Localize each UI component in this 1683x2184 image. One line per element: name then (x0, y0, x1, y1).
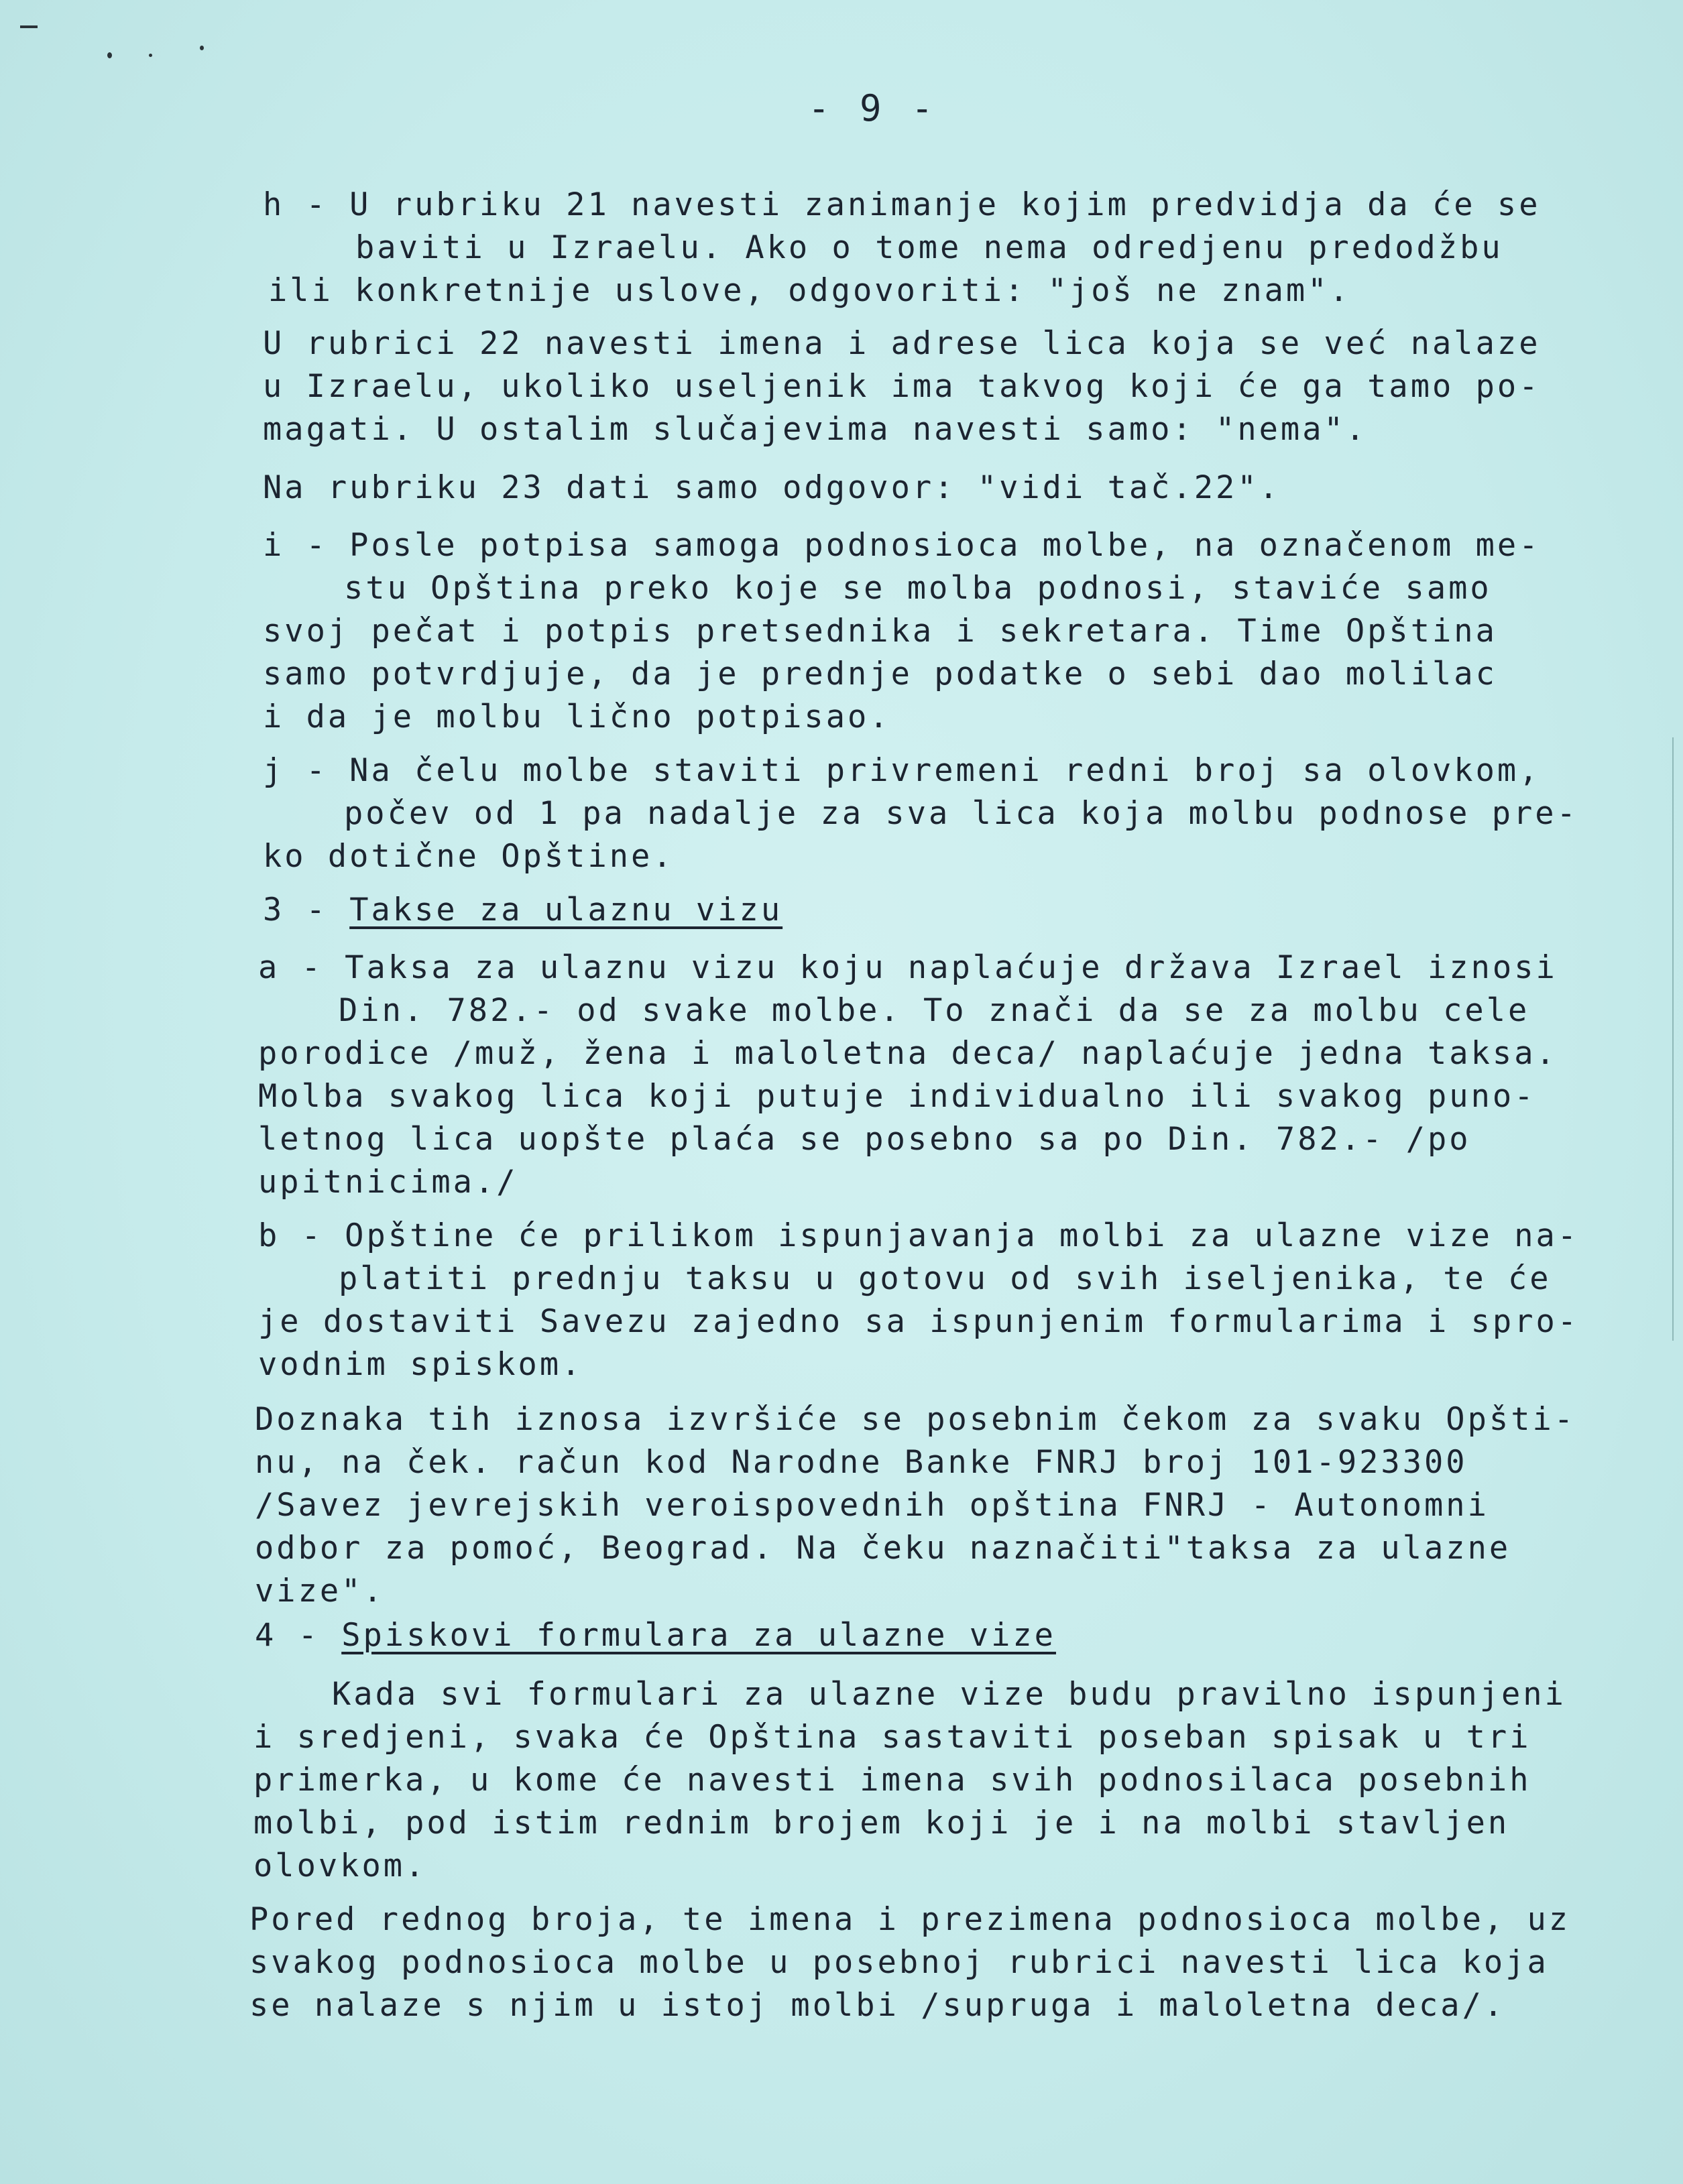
item-i-line: samo potvrdjuje, da je prednje podatke o sebi dao molilac (263, 656, 1497, 692)
order-line: svakog podnosioca molbe u posebnoj rubrici navesti lica koja (249, 1944, 1549, 1981)
item-b-line: je dostaviti Savezu zajedno sa ispunjenim formularima i spro- (258, 1303, 1580, 1340)
item-b-line: b - Opštine će prilikom ispunjavanja molbi za ulazne vize na- (258, 1217, 1580, 1254)
item-a-line: Din. 782.- od svake molbe. To znači da se za molbu cele (339, 992, 1530, 1029)
scan-speck (200, 46, 204, 50)
lists-line: Kada svi formulari za ulazne vize budu pravilno ispunjeni (332, 1676, 1566, 1713)
item-a-line: upitnicima./ (258, 1164, 518, 1201)
section-number: 4 - (255, 1617, 342, 1654)
item-a-line: letnog lica uopšte plaća se posebno sa po Din. 782.- /po (258, 1121, 1471, 1158)
rubric23-line: Na rubriku 23 dati samo odgovor: "vidi tač.22". (263, 469, 1281, 506)
item-h-line: ili konkretnije uslove, odgovoriti: "još ne znam". (268, 272, 1351, 309)
remittance-line: nu, na ček. račun kod Narodne Banke FNRJ broj 101-923300 (255, 1444, 1468, 1481)
item-i-line: svoj pečat i potpis pretsednika i sekretara. Time Opština (263, 613, 1497, 650)
section-title: Takse za ulaznu vizu (349, 892, 783, 928)
section-4-heading (255, 1617, 1056, 1654)
scan-speck (149, 54, 152, 57)
item-a-line: a - Taksa za ulaznu vizu koju naplaćuje država Izrael iznosi (258, 949, 1558, 986)
remittance-line: vize". (255, 1573, 385, 1610)
lists-line: primerka, u kome će navesti imena svih podnosilaca posebnih (253, 1762, 1531, 1799)
scan-speck (107, 52, 112, 58)
item-j-line: počev od 1 pa nadalje za sva lica koja molbu podnose pre- (344, 795, 1578, 832)
order-line: se nalaze s njim u istoj molbi /supruga i maloletna deca/. (249, 1987, 1506, 2024)
section-number: 3 - (263, 892, 350, 928)
item-i-line: i - Posle potpisa samoga podnosioca molbe, na označenom me- (263, 527, 1541, 564)
page-number: - 9 - (808, 87, 937, 129)
item-a-line: porodice /muž, žena i maloletna deca/ naplaćuje jedna taksa. (258, 1035, 1558, 1072)
item-b-line: platiti prednju taksu u gotovu od svih iseljenika, te će (339, 1260, 1552, 1297)
scan-edge-line (1672, 737, 1674, 1341)
remittance-line: Doznaka tih iznosa izvršiće se posebnim čekom za svaku Opšti- (255, 1401, 1576, 1438)
item-a-line: Molba svakog lica koji putuje individualno ili svakog puno- (258, 1078, 1536, 1115)
item-j-line: ko dotične Opštine. (263, 838, 675, 875)
lists-line: molbi, pod istim rednim brojem koji je i na molbi stavljen (253, 1805, 1510, 1841)
item-h-line: baviti u Izraelu. Ako o tome nema odredjenu predodžbu (355, 229, 1503, 266)
item-i-line: i da je molbu lično potpisao. (263, 699, 891, 735)
item-b-line: vodnim spiskom. (258, 1346, 583, 1383)
lists-line: olovkom. (253, 1847, 427, 1884)
rubric22-line: u Izraelu, ukoliko useljenik ima takvog koji će ga tamo po- (263, 368, 1541, 405)
rubric22-line: magati. U ostalim slučajevima navesti samo: "nema". (263, 411, 1368, 448)
order-line: Pored rednog broja, te imena i prezimena podnosioca molbe, uz (249, 1901, 1571, 1938)
remittance-line: odbor za pomoć, Beograd. Na čeku naznačiti"taksa za ulazne (255, 1530, 1511, 1567)
item-j-line: j - Na čelu molbe staviti privremeni redni broj sa olovkom, (263, 752, 1541, 789)
item-h-line: h - U rubriku 21 navesti zanimanje kojim predvidja da će se (263, 186, 1541, 223)
remittance-line: /Savez jevrejskih veroispovednih opština FNRJ - Autonomni (255, 1487, 1489, 1524)
item-i-line: stu Opština preko koje se molba podnosi, staviće samo (344, 570, 1492, 607)
rubric22-line: U rubrici 22 navesti imena i adrese lica koja se već nalaze (263, 325, 1541, 362)
scan-mark (20, 25, 38, 28)
lists-line: i sredjeni, svaka će Opština sastaviti poseban spisak u tri (253, 1719, 1531, 1756)
section-title: Spiskovi formulara za ulazne vize (341, 1617, 1056, 1654)
section-3-heading (263, 892, 782, 929)
